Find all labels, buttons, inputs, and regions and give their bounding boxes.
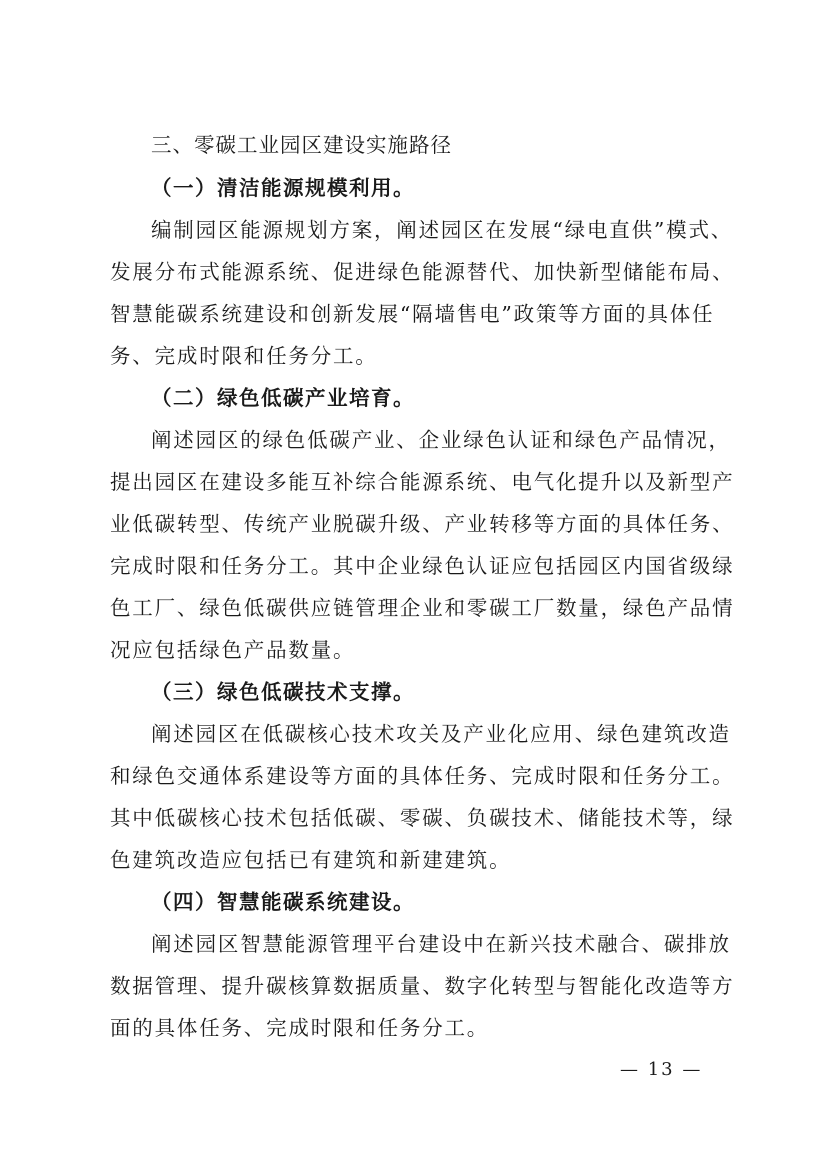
paragraph-line: 阐述园区智慧能源管理平台建设中在新兴技术融合、碳排放 [151,932,731,956]
paragraph-line: 提出园区在建设多能互补综合能源系统、电气化提升以及新型产 [110,470,735,494]
paragraph-line: 和绿色交通体系建设等方面的具体任务、完成时限和任务分工。 [110,764,735,788]
subsection-title-1: （一）清洁能源规模利用。 [151,176,415,200]
paragraph-line: 编制园区能源规划方案，阐述园区在发展“绿电直供”模式、 [151,218,734,242]
paragraph-line: 完成时限和任务分工。其中企业绿色认证应包括园区内国省级绿 [110,554,735,578]
subsection-title-3: （三）绿色低碳技术支撑。 [151,680,415,704]
paragraph-line: 色建筑改造应包括已有建筑和新建建筑。 [110,848,512,872]
paragraph-line: 阐述园区在低碳核心技术攻关及产业化应用、绿色建筑改造 [151,722,731,746]
paragraph-line: 其中低碳核心技术包括低碳、零碳、负碳技术、储能技术等，绿 [110,806,735,830]
paragraph-line: 数据管理、提升碳核算数据质量、数字化转型与智能化改造等方 [110,974,735,998]
subsection-title-4: （四）智慧能碳系统建设。 [151,890,415,914]
page-number: — 13 — [620,1059,703,1080]
paragraph-line: 业低碳转型、传统产业脱碳升级、产业转移等方面的具体任务、 [110,512,735,536]
paragraph-line: 务、完成时限和任务分工。 [110,344,378,368]
paragraph-line: 发展分布式能源系统、促进绿色能源替代、加快新型储能布局、 [110,260,735,284]
paragraph-line: 况应包括绿色产品数量。 [110,638,356,662]
subsection-title-2: （二）绿色低碳产业培育。 [151,386,415,410]
paragraph-line: 智慧能碳系统建设和创新发展“隔墙售电”政策等方面的具体任 [110,302,715,326]
paragraph-line: 色工厂、绿色低碳供应链管理企业和零碳工厂数量，绿色产品情 [110,596,735,620]
section-heading: 三、零碳工业园区建设实施路径 [151,133,452,157]
paragraph-line: 面的具体任务、完成时限和任务分工。 [110,1016,490,1040]
paragraph-line: 阐述园区的绿色低碳产业、企业绿色认证和绿色产品情况， [151,428,731,452]
